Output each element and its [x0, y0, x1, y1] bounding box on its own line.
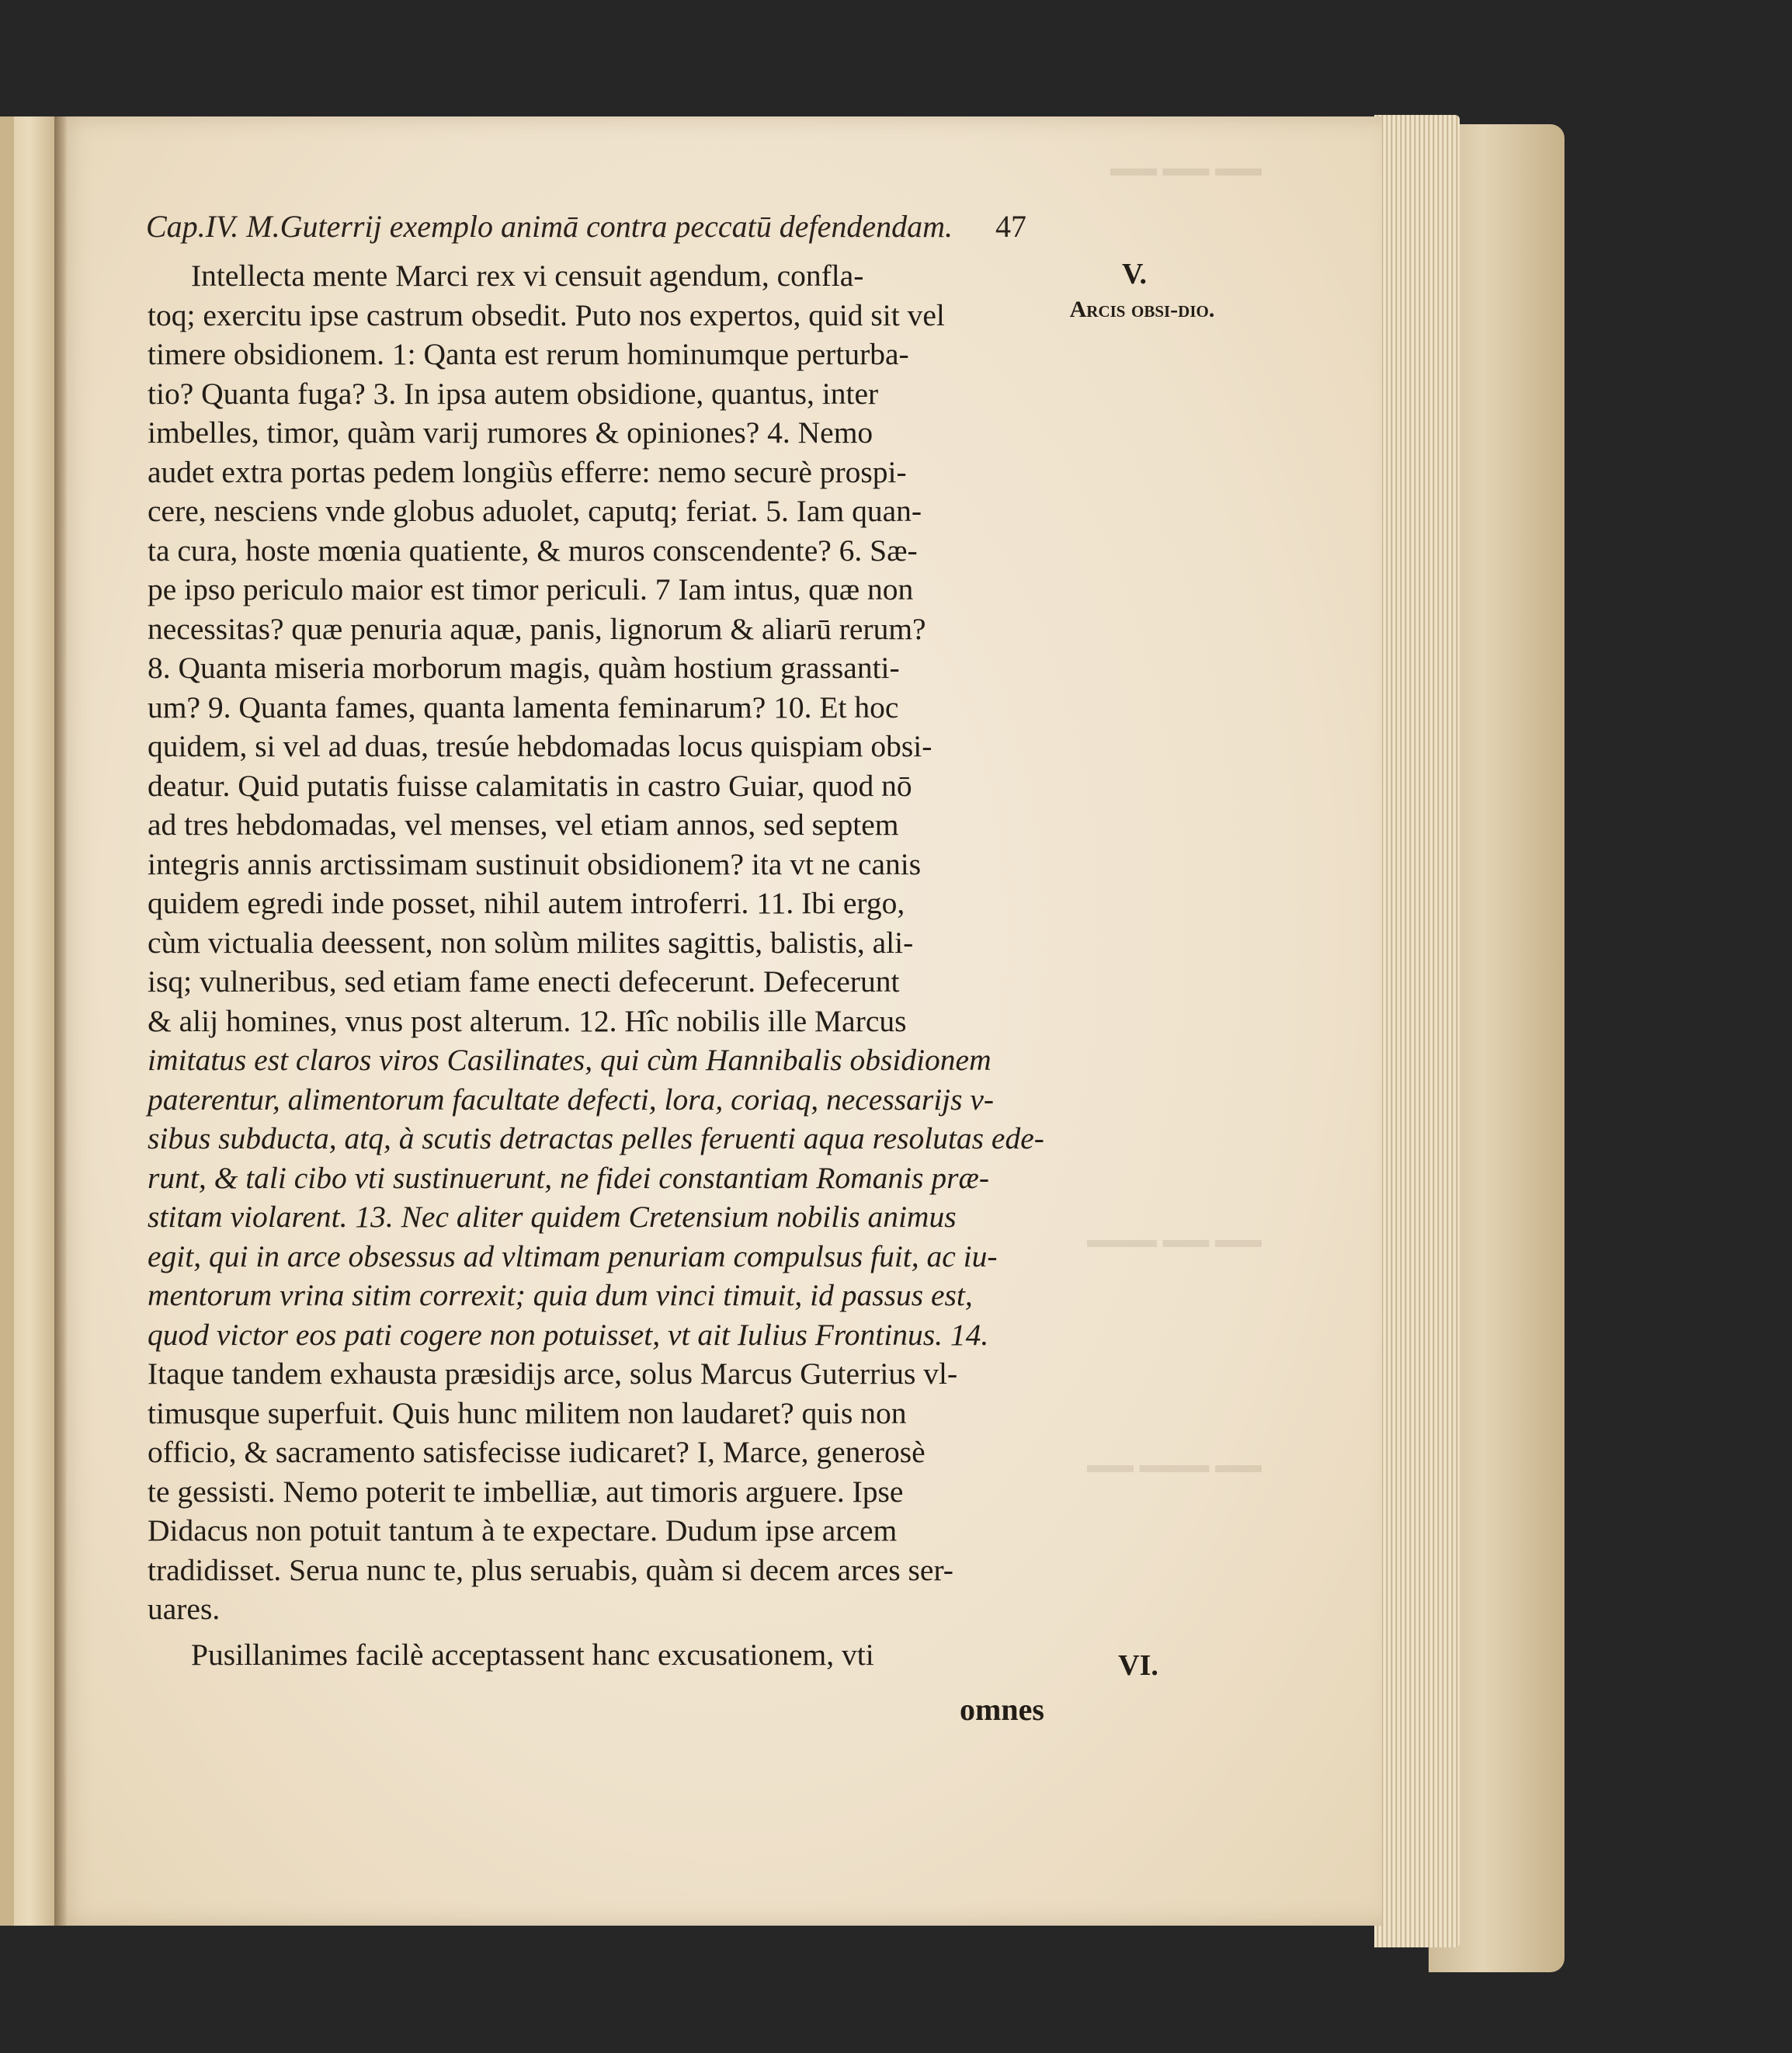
text-line: quod victor eos pati cogere non potuisset, vt ait Iulius Frontinus. 14. [148, 1317, 989, 1352]
text-line: quidem egredi inde posset, nihil autem introferri. 11. Ibi ergo, [148, 886, 905, 920]
text-line: runt, & tali cibo vti sustinuerunt, ne fidei constantiam Romanis præ- [148, 1160, 990, 1195]
text-line: Intellecta mente Marci rex vi censuit agendum, confla- [191, 259, 864, 293]
text-line: quidem, si vel ad duas, tresúe hebdomadas locus quispiam obsi- [148, 729, 932, 763]
text-line: te gessisti. Nemo poterit te imbelliæ, aut timoris arguere. Ipse [148, 1474, 904, 1509]
body-text [148, 256, 1044, 1674]
bleed-through: ▬▬▬ ▬▬ ▬▬ [1087, 1227, 1262, 1252]
text-line: tradidisset. Serua nunc te, plus seruabis, quàm si decem arces ser- [148, 1552, 953, 1587]
margin-section-v: V. [1121, 258, 1148, 290]
text-line: sibus subducta, atq, à scutis detractas pelles feruenti aqua resolutas ede- [148, 1121, 1044, 1155]
text-line: timere obsidionem. 1: Qanta est rerum hominumque perturba- [148, 337, 909, 371]
text-line: cere, nesciens vnde globus aduolet, caputq; feriat. 5. Iam quan- [148, 494, 922, 528]
text-line: ad tres hebdomadas, vel menses, vel etiam annos, sed septem [148, 808, 899, 842]
margin-section-vi: VI. [1118, 1649, 1158, 1682]
text-line: Pusillanimes facilè acceptassent hanc excusationem, vti [191, 1637, 874, 1672]
text-line: isq; vulneribus, sed etiam fame enecti defecerunt. Defecerunt [148, 964, 900, 999]
text-line: tio? Quanta fuga? 3. In ipsa autem obsidione, quantus, inter [148, 376, 879, 411]
text-line: ta cura, hoste mœnia quatiente, & muros conscendente? 6. Sæ- [148, 533, 918, 568]
text-line: integris annis arctissimam sustinuit obsidionem? ita vt ne canis [148, 846, 922, 881]
page-stack-edge [1374, 115, 1460, 1947]
text-line: imitatus est claros viros Casilinates, qui cùm Hannibalis obsidionem [148, 1043, 992, 1077]
text-line: stitam violarent. 13. Nec aliter quidem Cretensium nobilis animus [148, 1200, 957, 1234]
text-line: um? 9. Quanta fames, quanta lamenta feminarum? 10. Et hoc [148, 690, 899, 724]
running-head-title: Cap.IV. M.Guterrij exemplo animā contra peccatū defendendam. [146, 209, 953, 244]
text-line: cùm victualia deessent, non solùm milites sagittis, balistis, ali- [148, 925, 914, 960]
text-line: officio, & sacramento satisfecisse iudicaret? I, Marce, generosè [148, 1435, 926, 1469]
text-line: egit, qui in arce obsessus ad vltimam penuriam compulsus fuit, ac iu- [148, 1238, 998, 1273]
text-line: toq; exercitu ipse castrum obsedit. Puto nos expertos, quid sit vel [148, 297, 945, 332]
text-line: 8. Quanta miseria morborum magis, quàm hostium grassanti- [148, 651, 900, 685]
text-line: mentorum vrina sitim correxit; quia dum vinci timuit, id passus est, [148, 1278, 973, 1312]
text-line: Didacus non potuit tantum à te expectare. Dudum ipse arcem [148, 1513, 898, 1548]
text-line: pe ipso periculo maior est timor periculi. 7 Iam intus, quæ non [148, 572, 914, 606]
bleed-through: ▬▬ ▬▬ ▬▬ [1110, 155, 1262, 181]
text-line: & alij homines, vnus post alterum. 12. Hîc nobilis ille Marcus [148, 1003, 907, 1038]
text-line: Itaque tandem exhausta præsidijs arce, solus Marcus Guterrius vl- [148, 1357, 958, 1391]
text-line: uares. [148, 1592, 221, 1626]
text-line: timusque superfuit. Quis hunc militem non laudaret? quis non [148, 1395, 907, 1430]
running-head [146, 208, 1026, 245]
text-line: paterentur, alimentorum facultate defecti, lora, coriaq, necessarijs v- [148, 1082, 995, 1117]
page-gutter [54, 116, 67, 1926]
margin-note-arcis-obsidio: Arcis obsi-dio. [1069, 297, 1215, 322]
catchword: omnes [960, 1692, 1044, 1727]
text-line: necessitas? quæ penuria aquæ, panis, lignorum & aliarū rerum? [148, 611, 926, 646]
text-line: imbelles, timor, quàm varij rumores & opiniones? 4. Nemo [148, 415, 873, 450]
page-number: 47 [995, 209, 1026, 244]
left-cover-edge [0, 116, 14, 1926]
text-line: deatur. Quid putatis fuisse calamitatis in castro Guiar, quod nō [148, 768, 912, 803]
bleed-through: ▬▬ ▬▬▬ ▬▬ [1087, 1452, 1262, 1478]
text-line: audet extra portas pedem longiùs efferre: nemo securè prospi- [148, 454, 907, 489]
